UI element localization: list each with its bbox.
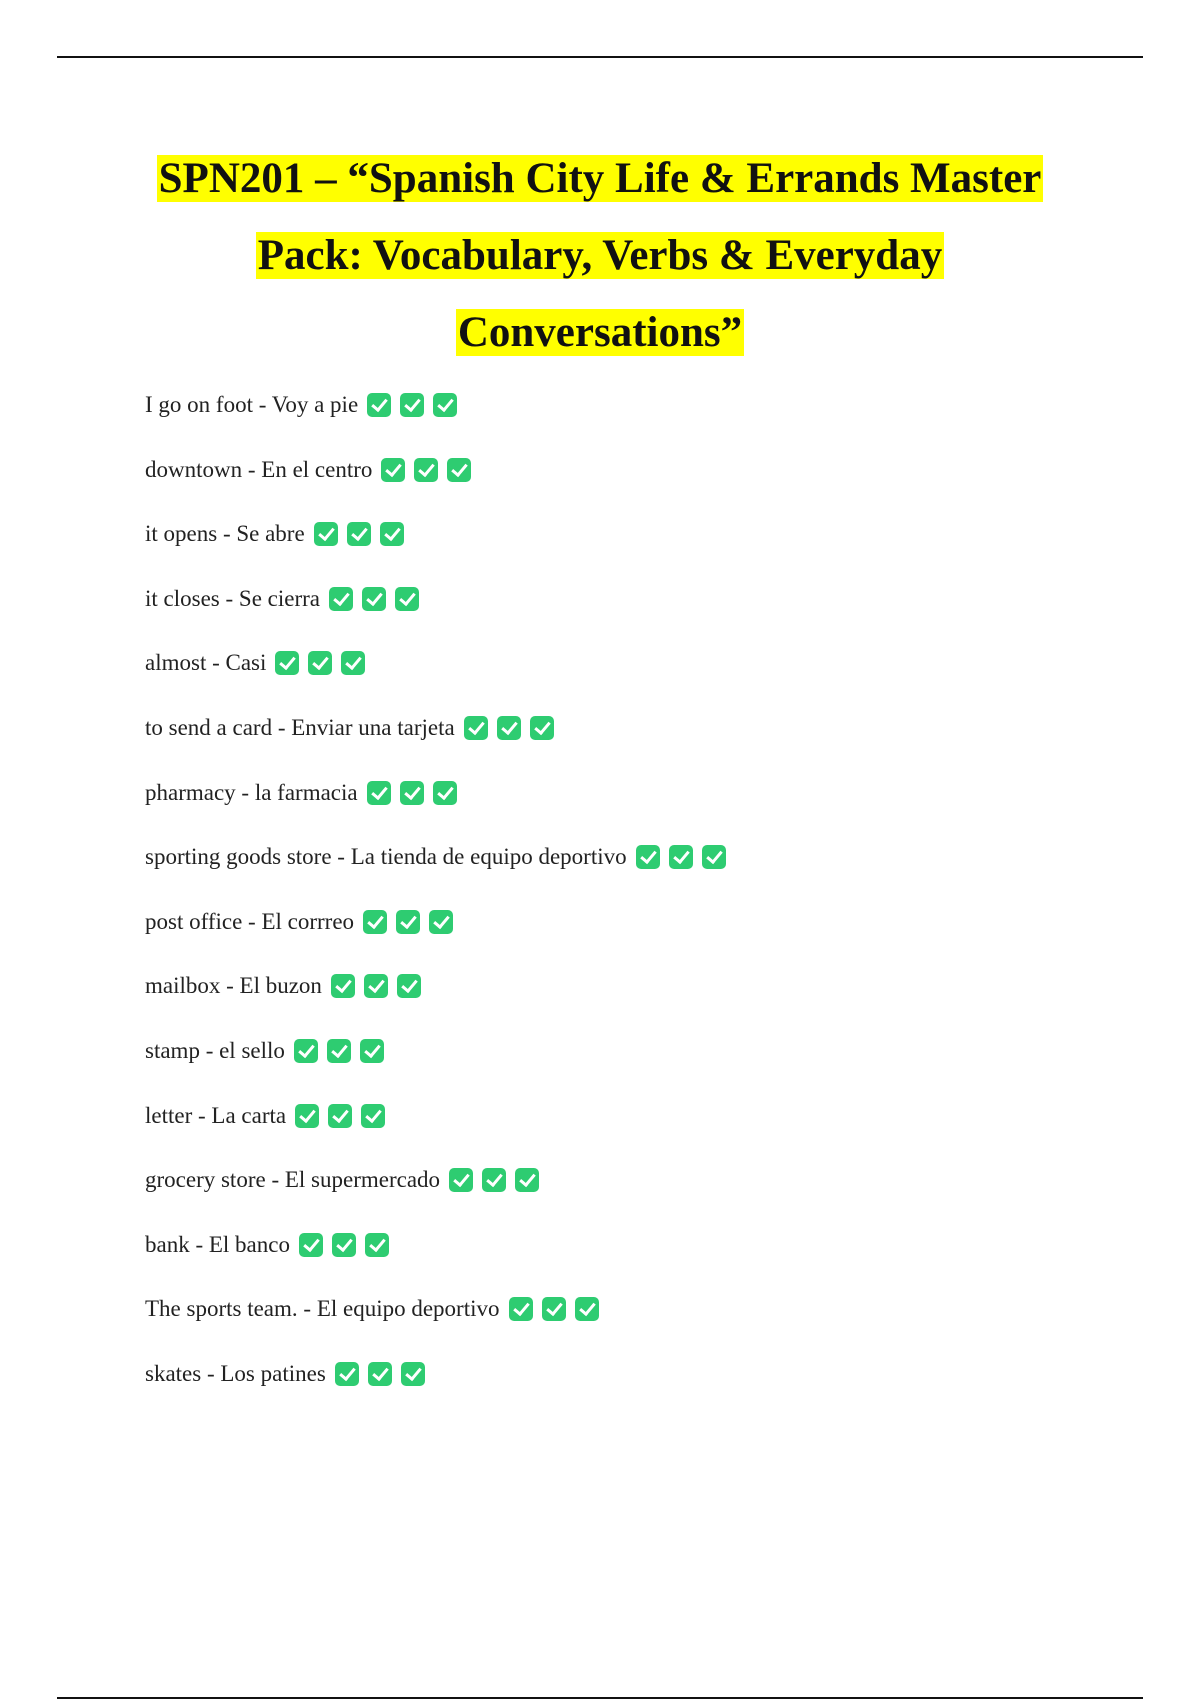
check-mark-icon	[396, 910, 420, 934]
check-mark-icon	[482, 1168, 506, 1192]
top-rule	[57, 56, 1143, 58]
check-mark-icon	[363, 910, 387, 934]
bottom-rule	[57, 1697, 1143, 1699]
entry-text: bank - El banco	[145, 1231, 290, 1257]
check-mark-icon	[332, 1233, 356, 1257]
entry-text: pharmacy - la farmacia	[145, 779, 358, 805]
entry-text: post office - El corrreo	[145, 908, 355, 934]
title-line-1	[100, 140, 1100, 217]
check-mark-icon	[331, 974, 355, 998]
entry-text: grocery store - El supermercado	[145, 1167, 441, 1193]
check-mark-icon	[347, 522, 371, 546]
check-mark-icon	[515, 1168, 539, 1192]
check-mark-icon	[433, 393, 457, 417]
check-mark-icon	[447, 458, 471, 482]
list-item	[145, 1101, 1145, 1166]
list-item	[145, 1165, 1145, 1230]
entry-text: almost - Casi	[145, 650, 267, 676]
check-mark-icon	[294, 1039, 318, 1063]
entry-text: I go on foot - Voy a pie	[145, 392, 359, 417]
check-mark-icon	[497, 716, 521, 740]
check-mark-icon	[509, 1297, 533, 1321]
check-mark-icon	[328, 1104, 352, 1128]
check-mark-icon	[636, 845, 660, 869]
list-item	[145, 842, 1145, 907]
check-mark-icon	[367, 781, 391, 805]
check-mark-icon	[361, 1104, 385, 1128]
list-item	[145, 778, 1145, 843]
document-title	[100, 140, 1100, 371]
check-mark-icon	[429, 910, 453, 934]
entry-text: letter - La carta	[145, 1102, 287, 1128]
check-mark-icon	[295, 1104, 319, 1128]
check-mark-icon	[401, 1362, 425, 1386]
check-mark-icon	[381, 458, 405, 482]
list-item	[145, 907, 1145, 972]
entry-text: it opens - Se abre	[145, 521, 305, 547]
check-mark-icon	[308, 651, 332, 675]
entry-text: to send a card - Enviar una tarjeta	[145, 714, 455, 740]
check-mark-icon	[414, 458, 438, 482]
check-mark-icon	[360, 1039, 384, 1063]
check-mark-icon	[400, 781, 424, 805]
check-mark-icon	[669, 845, 693, 869]
check-mark-icon	[368, 1362, 392, 1386]
check-mark-icon	[575, 1297, 599, 1321]
list-item	[145, 390, 1145, 455]
check-mark-icon	[327, 1039, 351, 1063]
entry-text: The sports team. - El equipo deportivo	[145, 1296, 500, 1322]
list-item	[145, 1359, 1145, 1424]
check-mark-icon	[395, 587, 419, 611]
entry-text: stamp - el sello	[145, 1037, 285, 1063]
check-mark-icon	[362, 587, 386, 611]
check-mark-icon	[335, 1362, 359, 1386]
check-mark-icon	[397, 974, 421, 998]
vocabulary-list	[145, 390, 1145, 1424]
check-mark-icon	[364, 974, 388, 998]
check-mark-icon	[449, 1168, 473, 1192]
check-mark-icon	[299, 1233, 323, 1257]
list-item	[145, 713, 1145, 778]
check-mark-icon	[433, 781, 457, 805]
check-mark-icon	[275, 651, 299, 675]
title-text-3: Conversations”	[457, 309, 743, 356]
title-line-3	[100, 294, 1100, 371]
entry-text: mailbox - El buzon	[145, 973, 322, 999]
entry-text: sporting goods store - La tienda de equipo deportivo	[145, 844, 627, 870]
check-mark-icon	[400, 393, 424, 417]
title-line-2	[100, 217, 1100, 294]
check-mark-icon	[341, 651, 365, 675]
title-text-2: Pack: Vocabulary, Verbs & Everyday	[257, 232, 943, 279]
check-mark-icon	[464, 716, 488, 740]
entry-text: skates - Los patines	[145, 1360, 326, 1386]
entry-text: it closes - Se cierra	[145, 585, 320, 611]
title-text-1: SPN201 – “Spanish City Life & Errands Master	[158, 155, 1042, 202]
check-mark-icon	[542, 1297, 566, 1321]
list-item	[145, 648, 1145, 713]
list-item	[145, 455, 1145, 520]
list-item	[145, 971, 1145, 1036]
check-mark-icon	[367, 393, 391, 417]
list-item	[145, 519, 1145, 584]
check-mark-icon	[702, 845, 726, 869]
entry-text: downtown - En el centro	[145, 456, 373, 482]
list-item	[145, 1294, 1145, 1359]
check-mark-icon	[314, 522, 338, 546]
check-mark-icon	[380, 522, 404, 546]
check-mark-icon	[329, 587, 353, 611]
check-mark-icon	[365, 1233, 389, 1257]
check-mark-icon	[530, 716, 554, 740]
list-item	[145, 1230, 1145, 1295]
list-item	[145, 1036, 1145, 1101]
list-item	[145, 584, 1145, 649]
